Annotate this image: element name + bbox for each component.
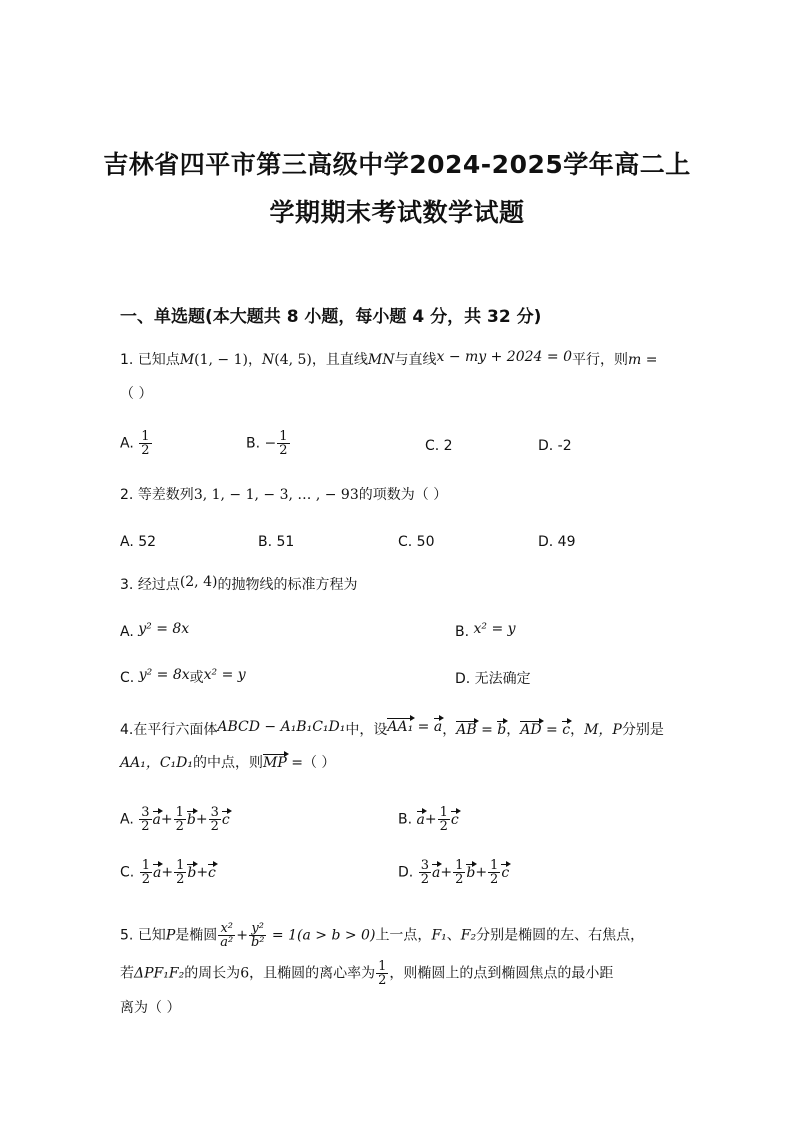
- q1-text-3: 与直线: [394, 352, 437, 368]
- q4-option-b-label: B.: [398, 811, 413, 828]
- q3-number: 3.: [120, 577, 134, 593]
- q4-vector-mp: MP: [263, 755, 287, 771]
- q2-option-c: C. 50: [398, 534, 435, 550]
- q5-fraction-y2-b2: [249, 922, 267, 949]
- q5-triangle: ΔPF₁F₂: [134, 965, 185, 982]
- frac-den: b²: [250, 935, 265, 950]
- q3-text: 经过点: [137, 577, 180, 593]
- question-4-line-2: [120, 753, 335, 773]
- q1-line-mn: MN: [367, 352, 395, 368]
- q1-var-m: m: [627, 352, 642, 368]
- q3-option-c-label: C.: [120, 670, 135, 686]
- q4-vector-aa1: AA₁: [387, 719, 414, 735]
- q5-point-p: P: [165, 927, 176, 944]
- q4-text: 在平行六面体: [133, 722, 218, 738]
- q1-point-m: M: [179, 352, 195, 368]
- q1-option-b-label: B.: [246, 435, 261, 452]
- q1-option-b: [246, 430, 291, 457]
- fraction-1-2: $\frac{1}{2}$: [439, 805, 448, 834]
- q4-vector-ad: AD: [520, 722, 542, 738]
- q5-separator: 、: [446, 927, 461, 944]
- frac-den: a²: [220, 935, 234, 950]
- q2-text-2: 的项数为（ ）: [358, 487, 448, 503]
- q3-option-a-eq: y² = 8x: [138, 621, 190, 637]
- fraction-3-2: $\frac{3}{2}$: [141, 805, 150, 834]
- frac-den: 2: [378, 973, 387, 988]
- q2-option-b: B. 51: [258, 534, 295, 550]
- q2-text: 等差数列: [137, 487, 194, 503]
- q4-solid: ABCD − A₁B₁C₁D₁: [217, 719, 346, 735]
- frac-den: 2: [279, 443, 288, 458]
- question-1: [120, 350, 657, 370]
- fraction-3-2: $\frac{3}{2}$: [210, 805, 219, 834]
- frac-num: x²: [218, 922, 235, 936]
- q4-option-d-label: D.: [398, 864, 414, 881]
- q5-text-5: 分别是椭圆的左、右焦点，: [476, 927, 645, 944]
- q1-point-n-coord: (4, 5): [274, 352, 312, 368]
- fraction-1-2: $\frac{1}{2}$: [175, 805, 184, 834]
- q5-text-3: 上一点，: [375, 927, 432, 944]
- q3-option-c: [120, 668, 246, 688]
- q3-option-a-label: A.: [120, 624, 134, 640]
- frac-num: 1: [279, 429, 288, 444]
- exam-title-line-2: 学期期末考试数学试题: [269, 198, 525, 227]
- q1-answer-paren: （ ）: [120, 386, 153, 402]
- question-4: 4.在平行六面体ABCD − A₁B₁C₁D₁中，设AA₁ = a，AB = b，AD = c，M，P分别是: [120, 719, 664, 738]
- q4-option-a: A. $\frac{3}{2}$ a+ $\frac{1}{2}$ b+ $\frac{3}{2}$ c: [120, 805, 230, 834]
- fraction-1-2: $\frac{1}{2}$: [176, 858, 185, 887]
- q5-condition: = 1(a > b > 0): [267, 927, 376, 944]
- q3-option-c-eq1: y² = 8x: [138, 667, 190, 683]
- q3-point: (2, 4): [179, 574, 218, 590]
- question-5: 5. 已知P是椭圆 $\frac{\text{x²}}{\text{a²}}$ + $\frac{\text{y²}}{\text{b²}}$ = 1(a > b > 0)上一点，F₁、F₂分别是椭圆的左、右焦点，: [120, 921, 645, 950]
- q1-option-a-label: A.: [120, 435, 134, 452]
- q5-fraction-1-2: [376, 960, 388, 987]
- q1-equals: =: [641, 352, 658, 368]
- frac-den: 2: [141, 443, 150, 458]
- q4-text-5: 的中点，则: [193, 755, 264, 771]
- q3-option-c-or: 或: [189, 670, 204, 686]
- question-5-line-3: 离为（ ）: [120, 1000, 181, 1016]
- q4-vector-b: b: [497, 722, 507, 738]
- q5-text: 已知: [137, 927, 166, 944]
- q1-text-4: 平行，则: [571, 352, 628, 368]
- q4-vector-a: a: [433, 719, 443, 735]
- frac-num: 1: [378, 959, 387, 974]
- fraction-3-2: $\frac{3}{2}$: [420, 858, 429, 887]
- q5-text-perimeter: 的周长为: [184, 965, 241, 982]
- q1-option-b-fraction: [277, 430, 289, 457]
- q1-option-a: [120, 430, 153, 457]
- q1-point-m-coord: (1, − 1): [194, 352, 248, 368]
- q5-text-if: 若: [120, 965, 134, 982]
- q3-option-c-eq2: x² = y: [203, 667, 246, 683]
- q4-text-2: 中，设: [345, 722, 388, 738]
- q1-option-d: D. -2: [538, 438, 572, 454]
- q5-text-2: 是椭圆: [175, 927, 218, 944]
- question-3: [120, 575, 357, 595]
- q1-option-b-sign: −: [264, 435, 277, 452]
- q1-text: 已知点: [137, 352, 180, 368]
- q2-option-a: A. 52: [120, 534, 157, 550]
- frac-num: y²: [249, 922, 267, 936]
- q4-segment-c1d1: C₁D₁: [159, 755, 194, 771]
- fraction-1-2: $\frac{1}{2}$: [490, 858, 499, 887]
- q1-number: 1.: [120, 352, 134, 368]
- q2-sequence: 3, 1, − 1, − 3, … , − 93: [193, 487, 359, 503]
- q1-option-a-fraction: [139, 430, 151, 457]
- fraction-1-2: $\frac{1}{2}$: [141, 858, 150, 887]
- q3-option-b-eq: x² = y: [473, 621, 516, 637]
- q4-number: 4.: [120, 722, 134, 738]
- q3-option-b: [455, 622, 516, 642]
- q5-fraction-x2-a2: [218, 922, 235, 949]
- question-5-line-2: [120, 960, 613, 987]
- q4-paren: =（ ）: [286, 755, 336, 771]
- q4-vector-ab: AB: [456, 722, 477, 738]
- q4-option-b: B. a+ $\frac{1}{2}$ c: [398, 805, 459, 834]
- q2-option-d: D. 49: [538, 534, 576, 550]
- q1-line-equation: x − my + 2024 = 0: [436, 349, 572, 365]
- q4-option-a-label: A.: [120, 811, 134, 828]
- q4-option-d: D. $\frac{3}{2}$ a+ $\frac{1}{2}$ b+ $\frac{1}{2}$ c: [398, 858, 510, 887]
- q4-text-4: 分别是: [621, 722, 664, 738]
- q4-option-c: C. $\frac{1}{2}$ a+ $\frac{1}{2}$ b+c: [120, 858, 216, 887]
- q4-comma: ，: [570, 722, 585, 738]
- exam-title-line-1: 吉林省四平市第三高级中学2024-2025学年高二上: [103, 150, 691, 179]
- q4-segment-aa1: AA₁，: [120, 755, 160, 771]
- q5-focus-f2: F₂: [460, 927, 477, 944]
- q3-option-b-label: B.: [455, 624, 470, 640]
- q5-focus-f1: F₁: [431, 927, 447, 944]
- q5-number: 5.: [120, 927, 134, 944]
- q1-comma: ，: [247, 352, 262, 368]
- frac-num: 1: [141, 429, 150, 444]
- q3-option-d: D. 无法确定: [455, 671, 531, 687]
- q5-value-6: 6: [240, 965, 250, 982]
- q4-points-mp: M，P: [584, 722, 622, 738]
- section-heading: 一、单选题(本大题共 8 小题，每小题 4 分，共 32 分): [120, 307, 542, 327]
- q1-option-c: C. 2: [425, 438, 453, 454]
- q1-text-2: ，且直线: [311, 352, 368, 368]
- q5-text-eccentricity: ，且椭圆的离心率为: [249, 965, 376, 982]
- q3-text-2: 的抛物线的标准方程为: [217, 577, 358, 593]
- fraction-1-2: $\frac{1}{2}$: [455, 858, 464, 887]
- q5-text-min-distance: ，则椭圆上的点到椭圆焦点的最小距: [389, 965, 614, 982]
- q1-point-n: N: [261, 352, 275, 368]
- q4-option-c-label: C.: [120, 864, 135, 881]
- q2-number: 2.: [120, 487, 134, 503]
- question-2: [120, 485, 447, 505]
- q3-option-a: [120, 622, 189, 642]
- q4-vector-c: c: [562, 722, 571, 738]
